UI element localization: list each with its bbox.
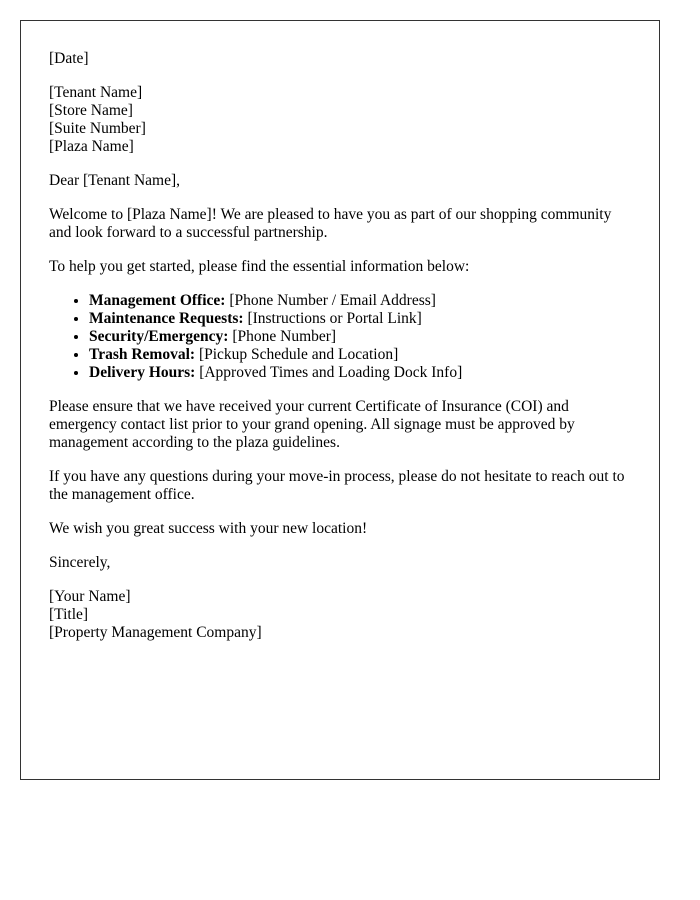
list-item-delivery-hours — [89, 364, 631, 382]
signature-block — [49, 588, 631, 642]
info-list — [49, 292, 631, 382]
date-text: [Date] — [49, 50, 89, 67]
signature-title: [Title] — [49, 606, 89, 623]
info-value: [Phone Number] — [228, 328, 337, 345]
recipient-plaza-name: [Plaza Name] — [49, 138, 134, 155]
recipient-tenant-name: [Tenant Name] — [49, 84, 143, 101]
signature-name: [Your Name] — [49, 588, 131, 605]
wish-paragraph: We wish you great success with your new location! — [49, 520, 368, 537]
recipient-address — [49, 84, 631, 156]
info-label: Security/Emergency: — [89, 328, 229, 345]
list-item-security-emergency — [89, 328, 631, 346]
info-value: [Pickup Schedule and Location] — [195, 346, 399, 363]
letter-page — [20, 20, 660, 780]
salutation: Dear [Tenant Name], — [49, 172, 181, 189]
intro-paragraph: To help you get started, please find the essential information below: — [49, 258, 470, 275]
insurance-paragraph: Please ensure that we have received your current Certificate of Insurance (COI) and emergency contact list prior to your grand opening. All signage must be approved by management according to the plaza guidelines. — [49, 398, 575, 451]
info-value: [Instructions or Portal Link] — [243, 310, 422, 327]
questions-paragraph: If you have any questions during your move-in process, please do not hesitate to reach out to the management office. — [49, 468, 625, 503]
signature-company: [Property Management Company] — [49, 624, 262, 641]
info-value: [Approved Times and Loading Dock Info] — [195, 364, 463, 381]
closing: Sincerely, — [49, 554, 111, 571]
recipient-store-name: [Store Name] — [49, 102, 133, 119]
info-label: Trash Removal: — [89, 346, 196, 363]
info-label: Delivery Hours: — [89, 364, 196, 381]
list-item-management-office — [89, 292, 631, 310]
list-item-trash-removal — [89, 346, 631, 364]
info-value: [Phone Number / Email Address] — [225, 292, 436, 309]
letter-date — [49, 50, 631, 68]
welcome-paragraph: Welcome to [Plaza Name]! We are pleased to have you as part of our shopping community and look forward to a successful partnership. — [49, 206, 612, 241]
list-item-maintenance-requests — [89, 310, 631, 328]
recipient-suite-number: [Suite Number] — [49, 120, 146, 137]
info-label: Management Office: — [89, 292, 226, 309]
info-label: Maintenance Requests: — [89, 310, 244, 327]
